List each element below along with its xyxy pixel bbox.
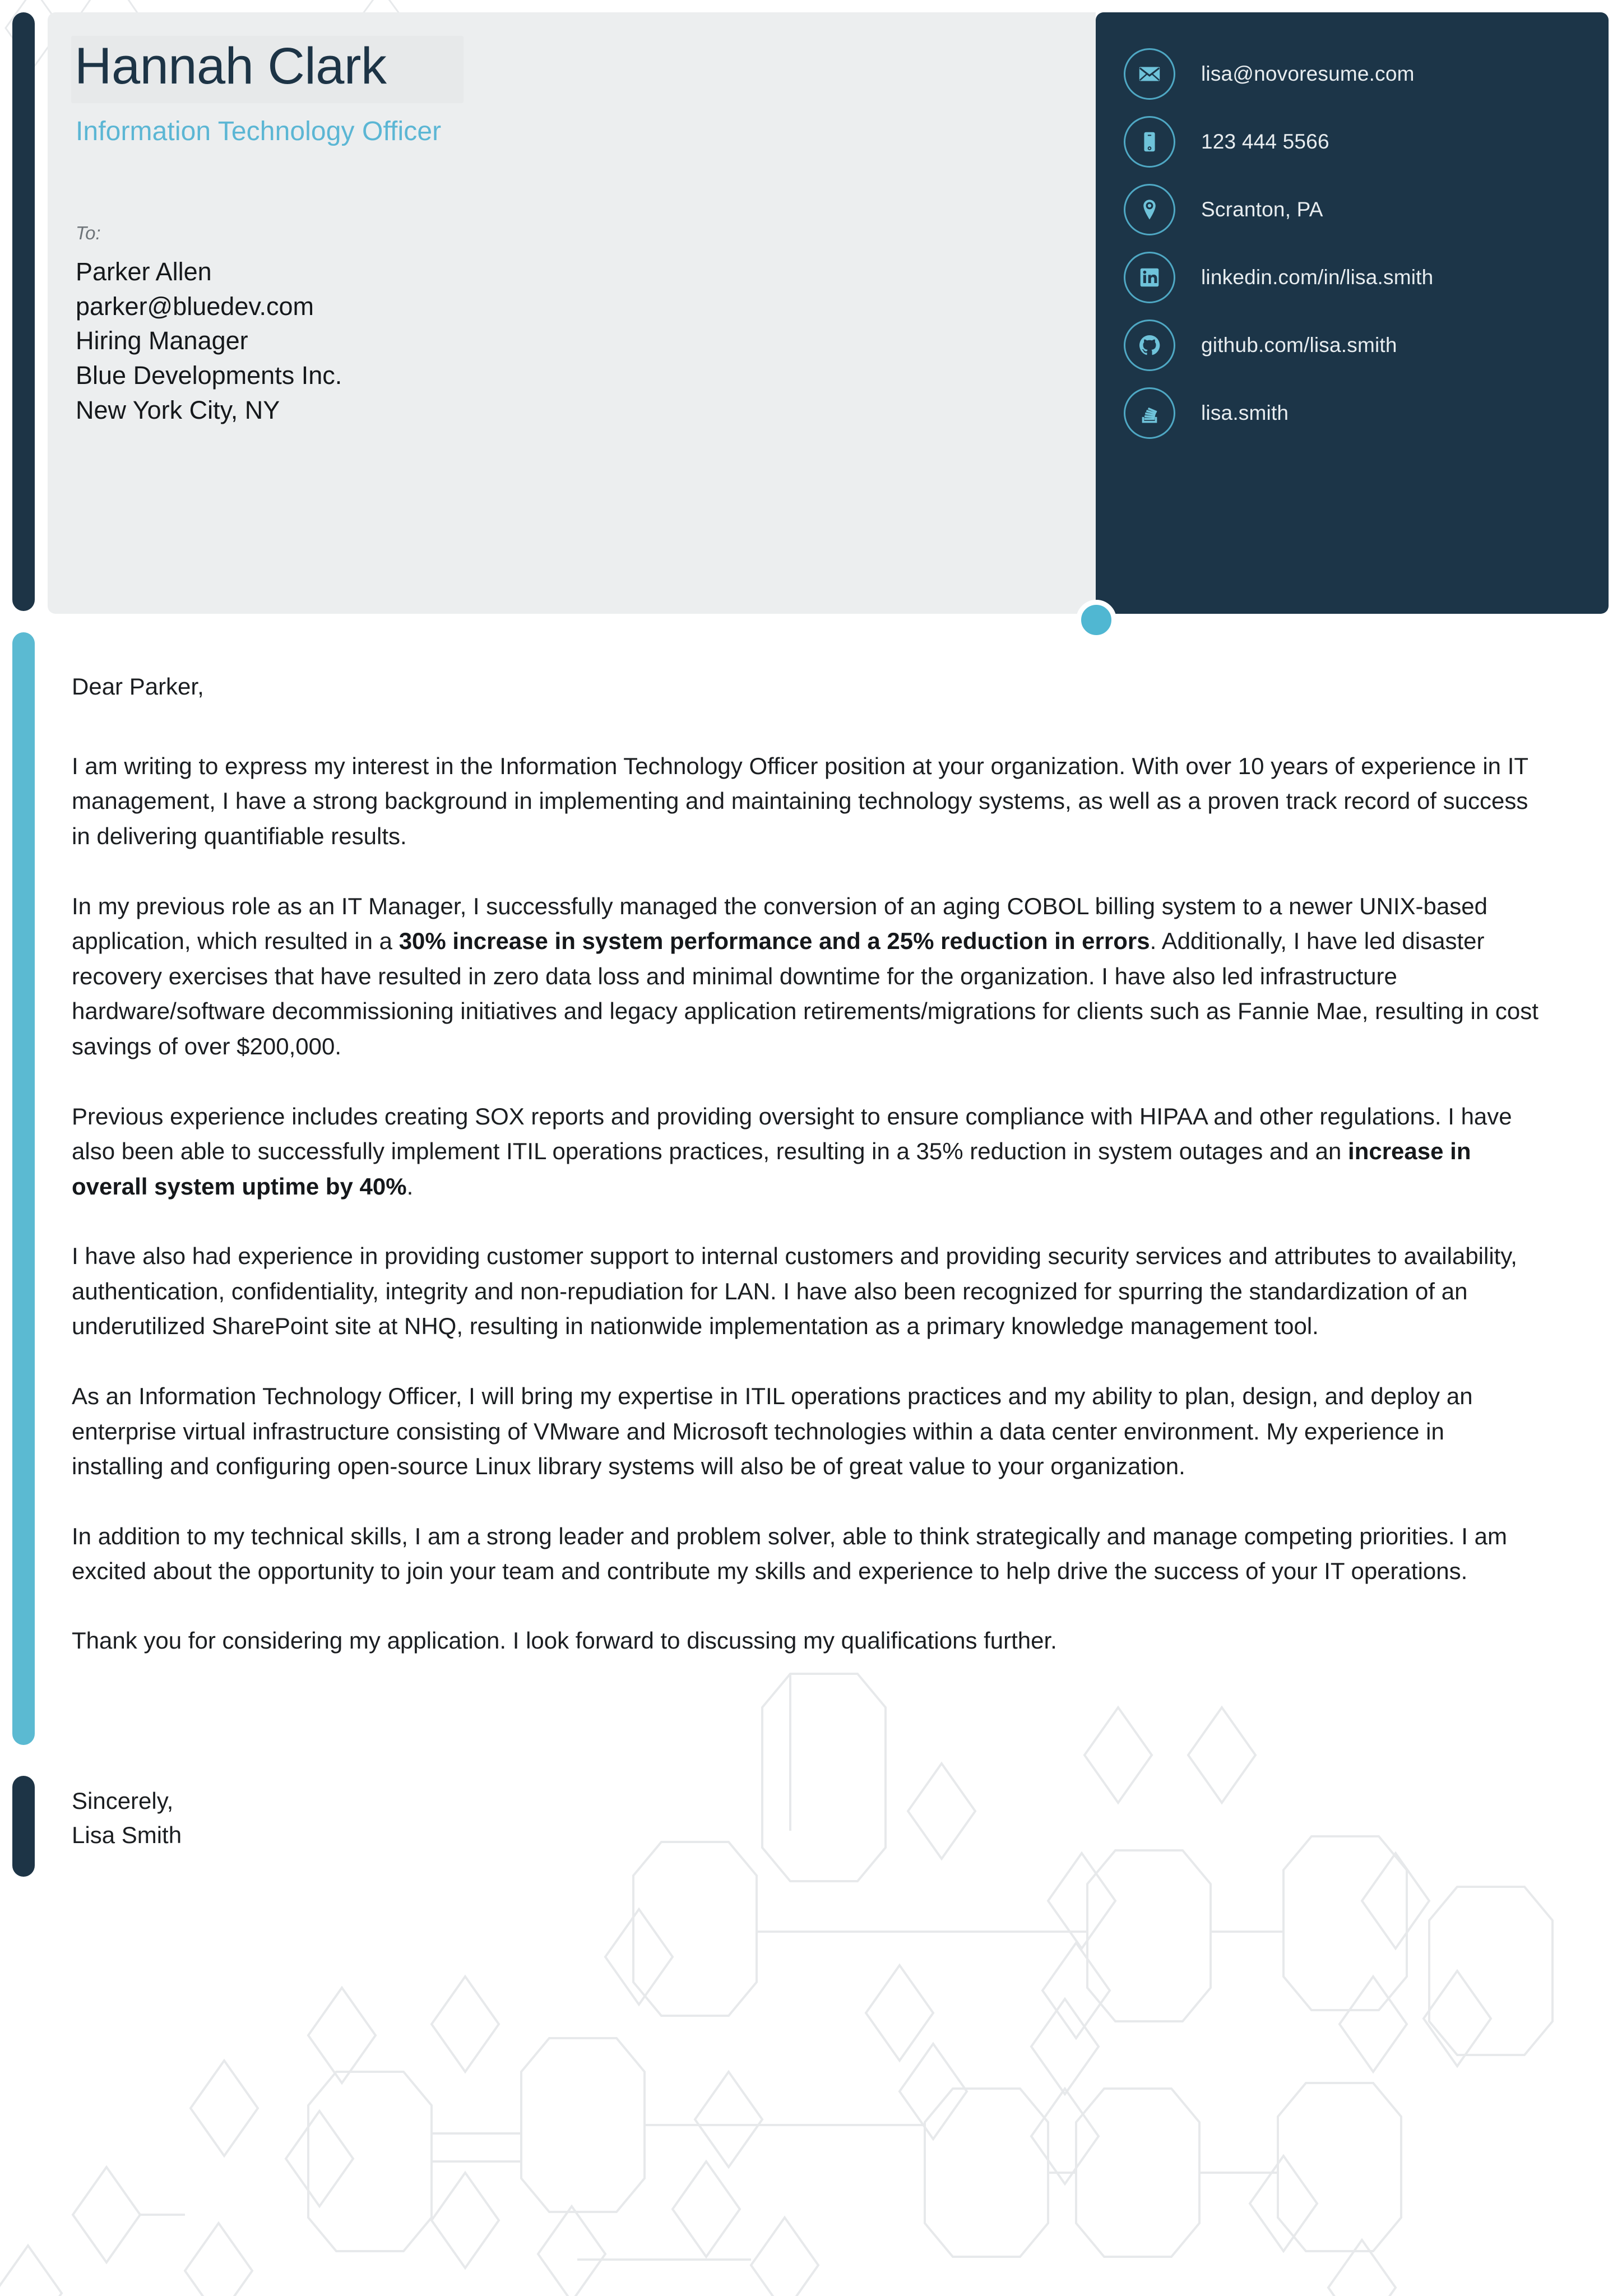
recipient-city: New York City, NY [76, 395, 280, 424]
contact-row-phone[interactable] [1124, 116, 1329, 168]
letter-paragraph-2 [72, 889, 1540, 1064]
accent-bar-top [12, 12, 35, 611]
letter-paragraph-3 [72, 1099, 1540, 1205]
location-pin-icon [1124, 184, 1175, 235]
letter-body [72, 670, 1540, 1658]
letter-paragraph-1 [72, 749, 1540, 854]
contact-value-email: lisa@novoresume.com [1201, 62, 1415, 85]
linkedin-icon [1124, 252, 1175, 303]
contact-value-location: Scranton, PA [1201, 198, 1323, 221]
signature-block [72, 1784, 182, 1853]
recipient-address-block [76, 254, 342, 427]
contact-value-github: github.com/lisa.smith [1201, 334, 1397, 357]
github-icon [1124, 320, 1175, 371]
watermark-pattern-bottom [0, 1595, 1622, 2296]
email-icon [1124, 48, 1175, 100]
emphasis-text: 30% increase in system performance and a 25% reduction in errors [398, 928, 1150, 955]
recipient-email: parker@bluedev.com [76, 291, 314, 321]
recipient-name: Parker Allen [76, 257, 212, 286]
accent-bar-bottom [12, 1776, 35, 1877]
recipient-role: Hiring Manager [76, 326, 248, 355]
closing-note: Thank you for considering my application. I look forward to discussing my qualifications further. [72, 1627, 1057, 1654]
letter-paragraph-6 [72, 1519, 1540, 1589]
contact-row-email[interactable] [1124, 48, 1415, 100]
body-text: As an Information Technology Officer, I will bring my expertise in ITIL operations practices and my ability to plan, design, and deploy an enterprise virtual infrastructure consisting of VMware and Microsoft technologies within a data center environment. My experience in installing and configuring open-source Linux library systems will also be of great value to your organization. [72, 1382, 1473, 1480]
body-text: In addition to my technical skills, I am a strong leader and problem solver, able to think strategically and manage competing priorities. I am excited about the opportunity to join your team and contribute my skills and experience to help drive the success of your IT operations. [72, 1522, 1507, 1585]
to-label: To: [76, 223, 101, 243]
body-text: I have also had experience in providing customer support to internal customers and providing security services and attributes to availability, authentication, confidentiality, integrity and non-repudiation for LAN. I have also been recognized for spurring the standardization of an underutilized SharePoint site at NHQ, resulting in nationwide implementation as a primary knowledge management tool. [72, 1243, 1517, 1340]
contact-row-stackoverflow[interactable] [1124, 387, 1289, 439]
contact-panel [1096, 12, 1609, 614]
signature-name: Lisa Smith [72, 1822, 182, 1849]
body-text: . Additionally, I have led disaster recovery exercises that have resulted in zero data loss and minimal downtime for the organization. I have also led infrastructure hardware/software decommissioning initiatives and legacy application retirements/migrations for clients such as Fannie Mae, resulting in cost savings of over $200,000. [72, 928, 1538, 1059]
body-text: . [406, 1173, 414, 1200]
contact-row-location[interactable] [1124, 184, 1323, 235]
applicant-job-title: Information Technology Officer [76, 117, 442, 146]
contact-value-phone: 123 444 5566 [1201, 130, 1329, 153]
recipient-company: Blue Developments Inc. [76, 360, 342, 390]
accent-bar-middle [12, 632, 35, 1745]
salutation: Dear Parker, [72, 673, 204, 700]
body-text: In my previous role as an IT Manager, I successfully managed the conversion of an aging COBOL billing system to a newer UNIX-based application, which resulted in a [72, 892, 1487, 955]
body-text: I am writing to express my interest in the Information Technology Officer position at your organization. With over 10 years of experience in IT management, I have a strong background in implementing and maintaining technology systems, as well as a proven track record of success in delivering quantifiable results. [72, 752, 1528, 850]
letter-paragraph-5 [72, 1379, 1540, 1484]
emphasis-text: increase in overall system uptime by 40% [72, 1138, 1471, 1200]
stackoverflow-icon [1124, 387, 1175, 439]
applicant-name: Hannah Clark [75, 38, 387, 95]
header-panel [48, 12, 1096, 614]
contact-row-linkedin[interactable] [1124, 252, 1433, 303]
sign-off: Sincerely, [72, 1788, 174, 1814]
letter-paragraph-4 [72, 1239, 1540, 1344]
phone-icon [1124, 116, 1175, 168]
body-text: Previous experience includes creating SOX reports and providing oversight to ensure compliance with HIPAA and other regulations. I have also been able to successfully implement ITIL operations practices, resulting in a 35% reduction in system outages and an [72, 1103, 1512, 1165]
contact-value-linkedin: linkedin.com/in/lisa.smith [1201, 266, 1434, 289]
paragraph-container [72, 749, 1540, 1589]
contact-row-github[interactable] [1124, 320, 1397, 371]
contact-value-stackoverflow: lisa.smith [1201, 401, 1289, 424]
junction-accent-dot [1076, 600, 1116, 640]
